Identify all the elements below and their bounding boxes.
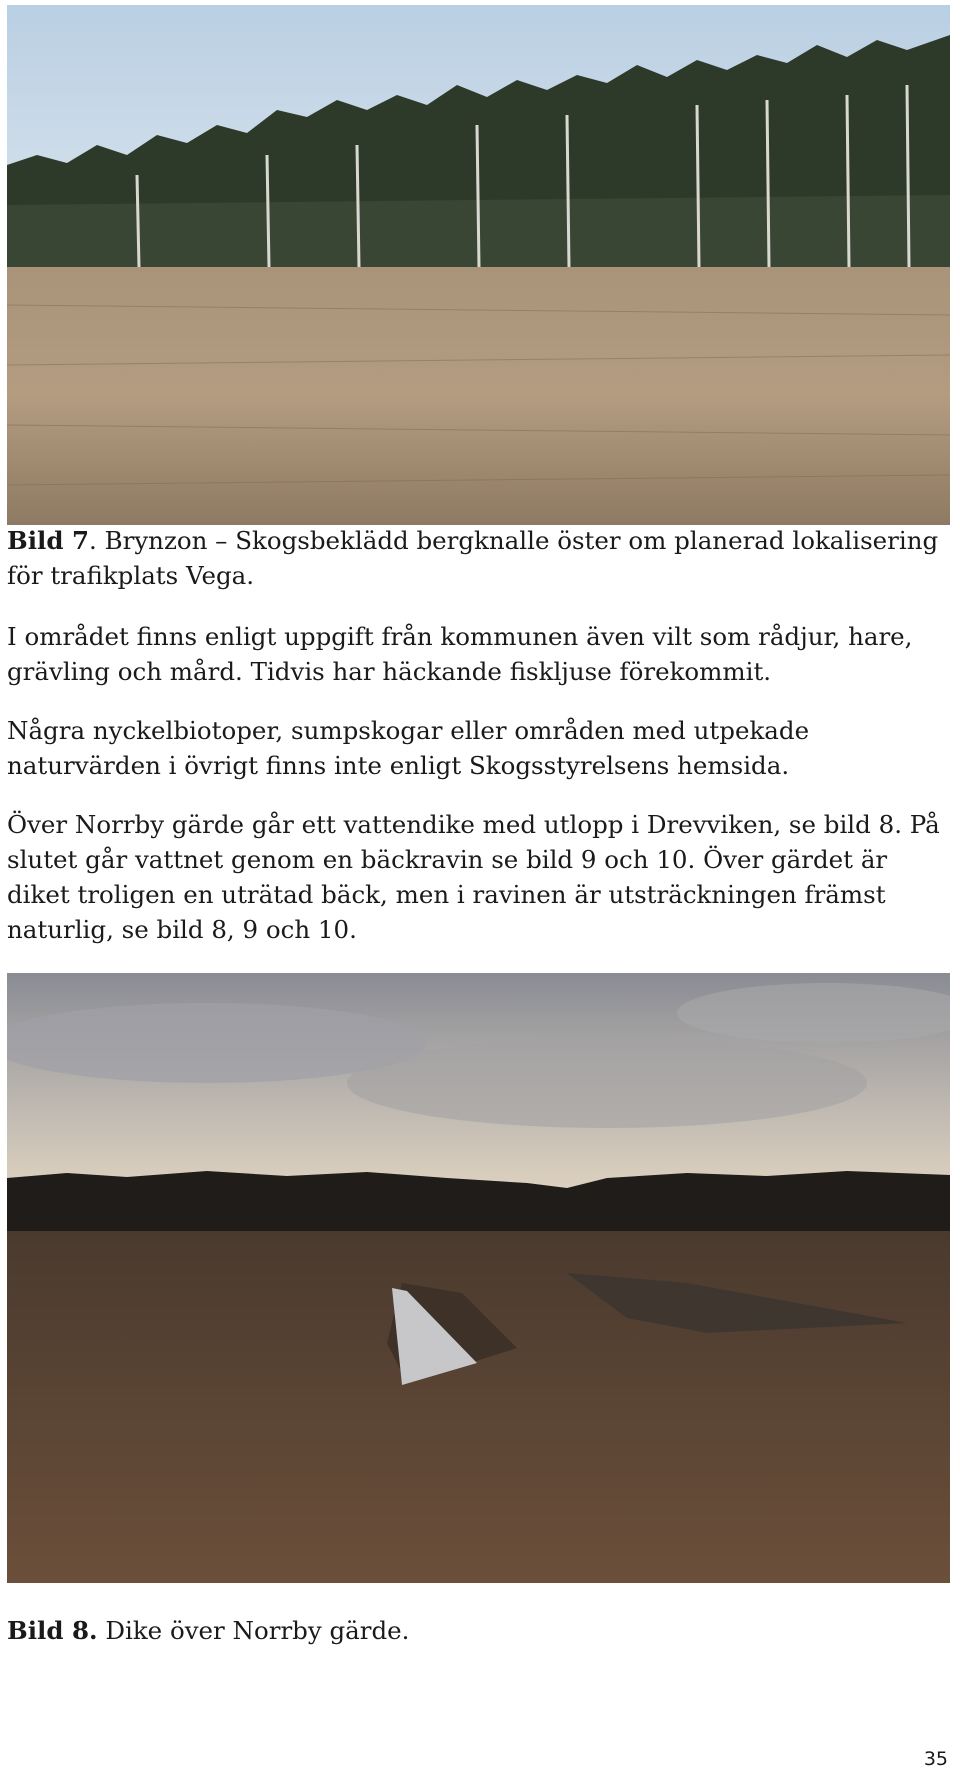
figure-caption-text-7: . Brynzon – Skogsbeklädd bergknalle öster om planerad lokalisering för trafikplats Vega. [7,526,939,590]
page-number: 35 [923,1748,948,1770]
paragraph-biotopes: Några nyckelbiotoper, sumpskogar eller områden med utpekade naturvärden i övrigt finns inte enligt Skogsstyrelsens hemsida. [7,716,810,780]
photo-forest-meadow [7,5,950,525]
paragraph-wildlife: I området finns enligt uppgift från kommunen även vilt som rådjur, hare, grävling och mård. Tidvis har häckande fiskljuse förekommit. [7,622,913,686]
figure-caption-7 [7,523,952,593]
figure-caption-8 [7,1613,952,1648]
figure-label-7: Bild 7 [7,526,90,555]
figure-caption-text-8: Dike över Norrby gärde. [97,1616,410,1645]
paragraph-ditch: Över Norrby gärde går ett vattendike med utlopp i Drevviken, se bild 8. På slutet går vattnet genom en bäckravin se bild 9 och 10. Över gärdet är diket troligen en uträtad bäck, men i ravinen är utsträckningen främst naturlig, se bild 8, 9 och 10. [7,810,940,944]
figure-label-8: Bild 8. [7,1616,98,1645]
photo-ditch-field [7,973,950,1583]
